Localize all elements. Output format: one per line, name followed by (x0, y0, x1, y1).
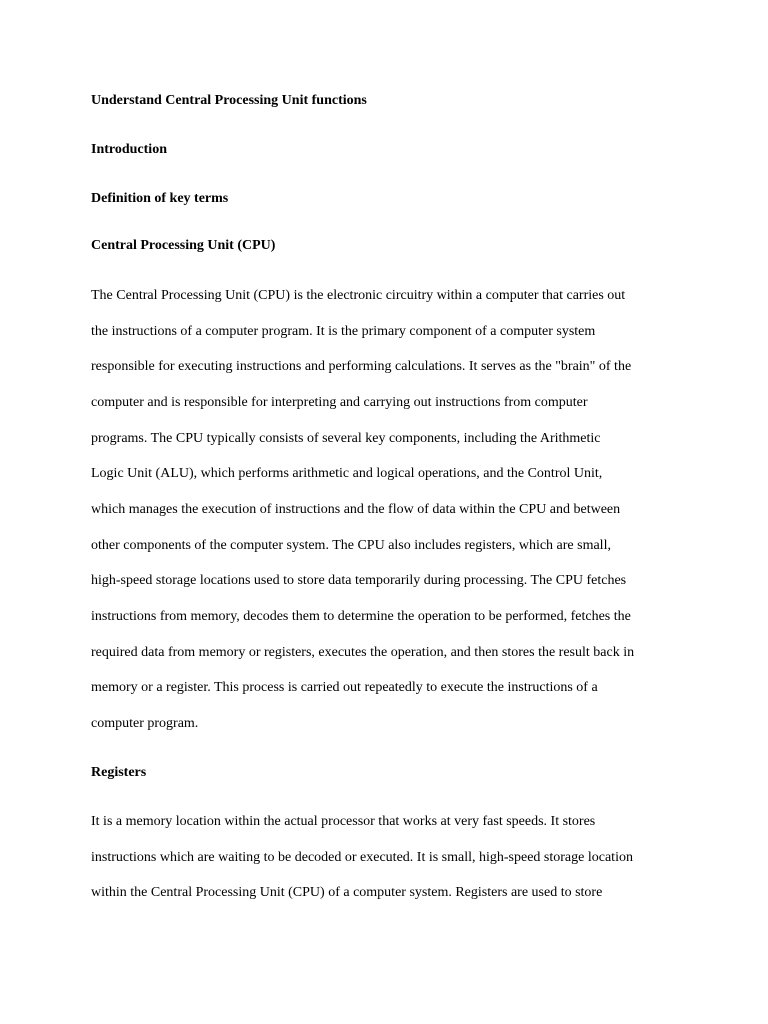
paragraph-line: instructions which are waiting to be decoded or executed. It is small, high-speed storage location (91, 850, 633, 865)
term-heading-cpu: Central Processing Unit (CPU) (91, 238, 276, 253)
paragraph-line: programs. The CPU typically consists of several key components, including the Arithmetic (91, 431, 601, 446)
paragraph-line: It is a memory location within the actual processor that works at very fast speeds. It stores (91, 814, 596, 829)
document-title: Understand Central Processing Unit functions (91, 93, 367, 108)
paragraph-line: high-speed storage locations used to store data temporarily during processing. The CPU fetches (91, 573, 627, 588)
paragraph-line: other components of the computer system. The CPU also includes registers, which are small, (91, 538, 611, 553)
paragraph-line: The Central Processing Unit (CPU) is the electronic circuitry within a computer that carries out (91, 288, 626, 303)
paragraph-line: the instructions of a computer program. It is the primary component of a computer system (91, 324, 596, 339)
section-heading-definitions: Definition of key terms (91, 191, 229, 206)
section-heading-introduction: Introduction (91, 142, 167, 157)
paragraph-line: Logic Unit (ALU), which performs arithmetic and logical operations, and the Control Unit, (91, 466, 603, 481)
paragraph-line: required data from memory or registers, executes the operation, and then stores the result back in (91, 645, 635, 660)
paragraph-line: computer program. (91, 716, 199, 731)
paragraph-line: instructions from memory, decodes them to determine the operation to be performed, fetches the (91, 609, 631, 624)
paragraph-line: computer and is responsible for interpreting and carrying out instructions from computer (91, 395, 588, 410)
paragraph-line: which manages the execution of instructions and the flow of data within the CPU and between (91, 502, 621, 517)
paragraph-line: responsible for executing instructions and performing calculations. It serves as the "brain" of the (91, 359, 632, 374)
term-heading-registers: Registers (91, 765, 147, 780)
paragraph-line: memory or a register. This process is carried out repeatedly to execute the instructions of a (91, 680, 598, 695)
paragraph-line: within the Central Processing Unit (CPU) of a computer system. Registers are used to store (91, 885, 603, 900)
